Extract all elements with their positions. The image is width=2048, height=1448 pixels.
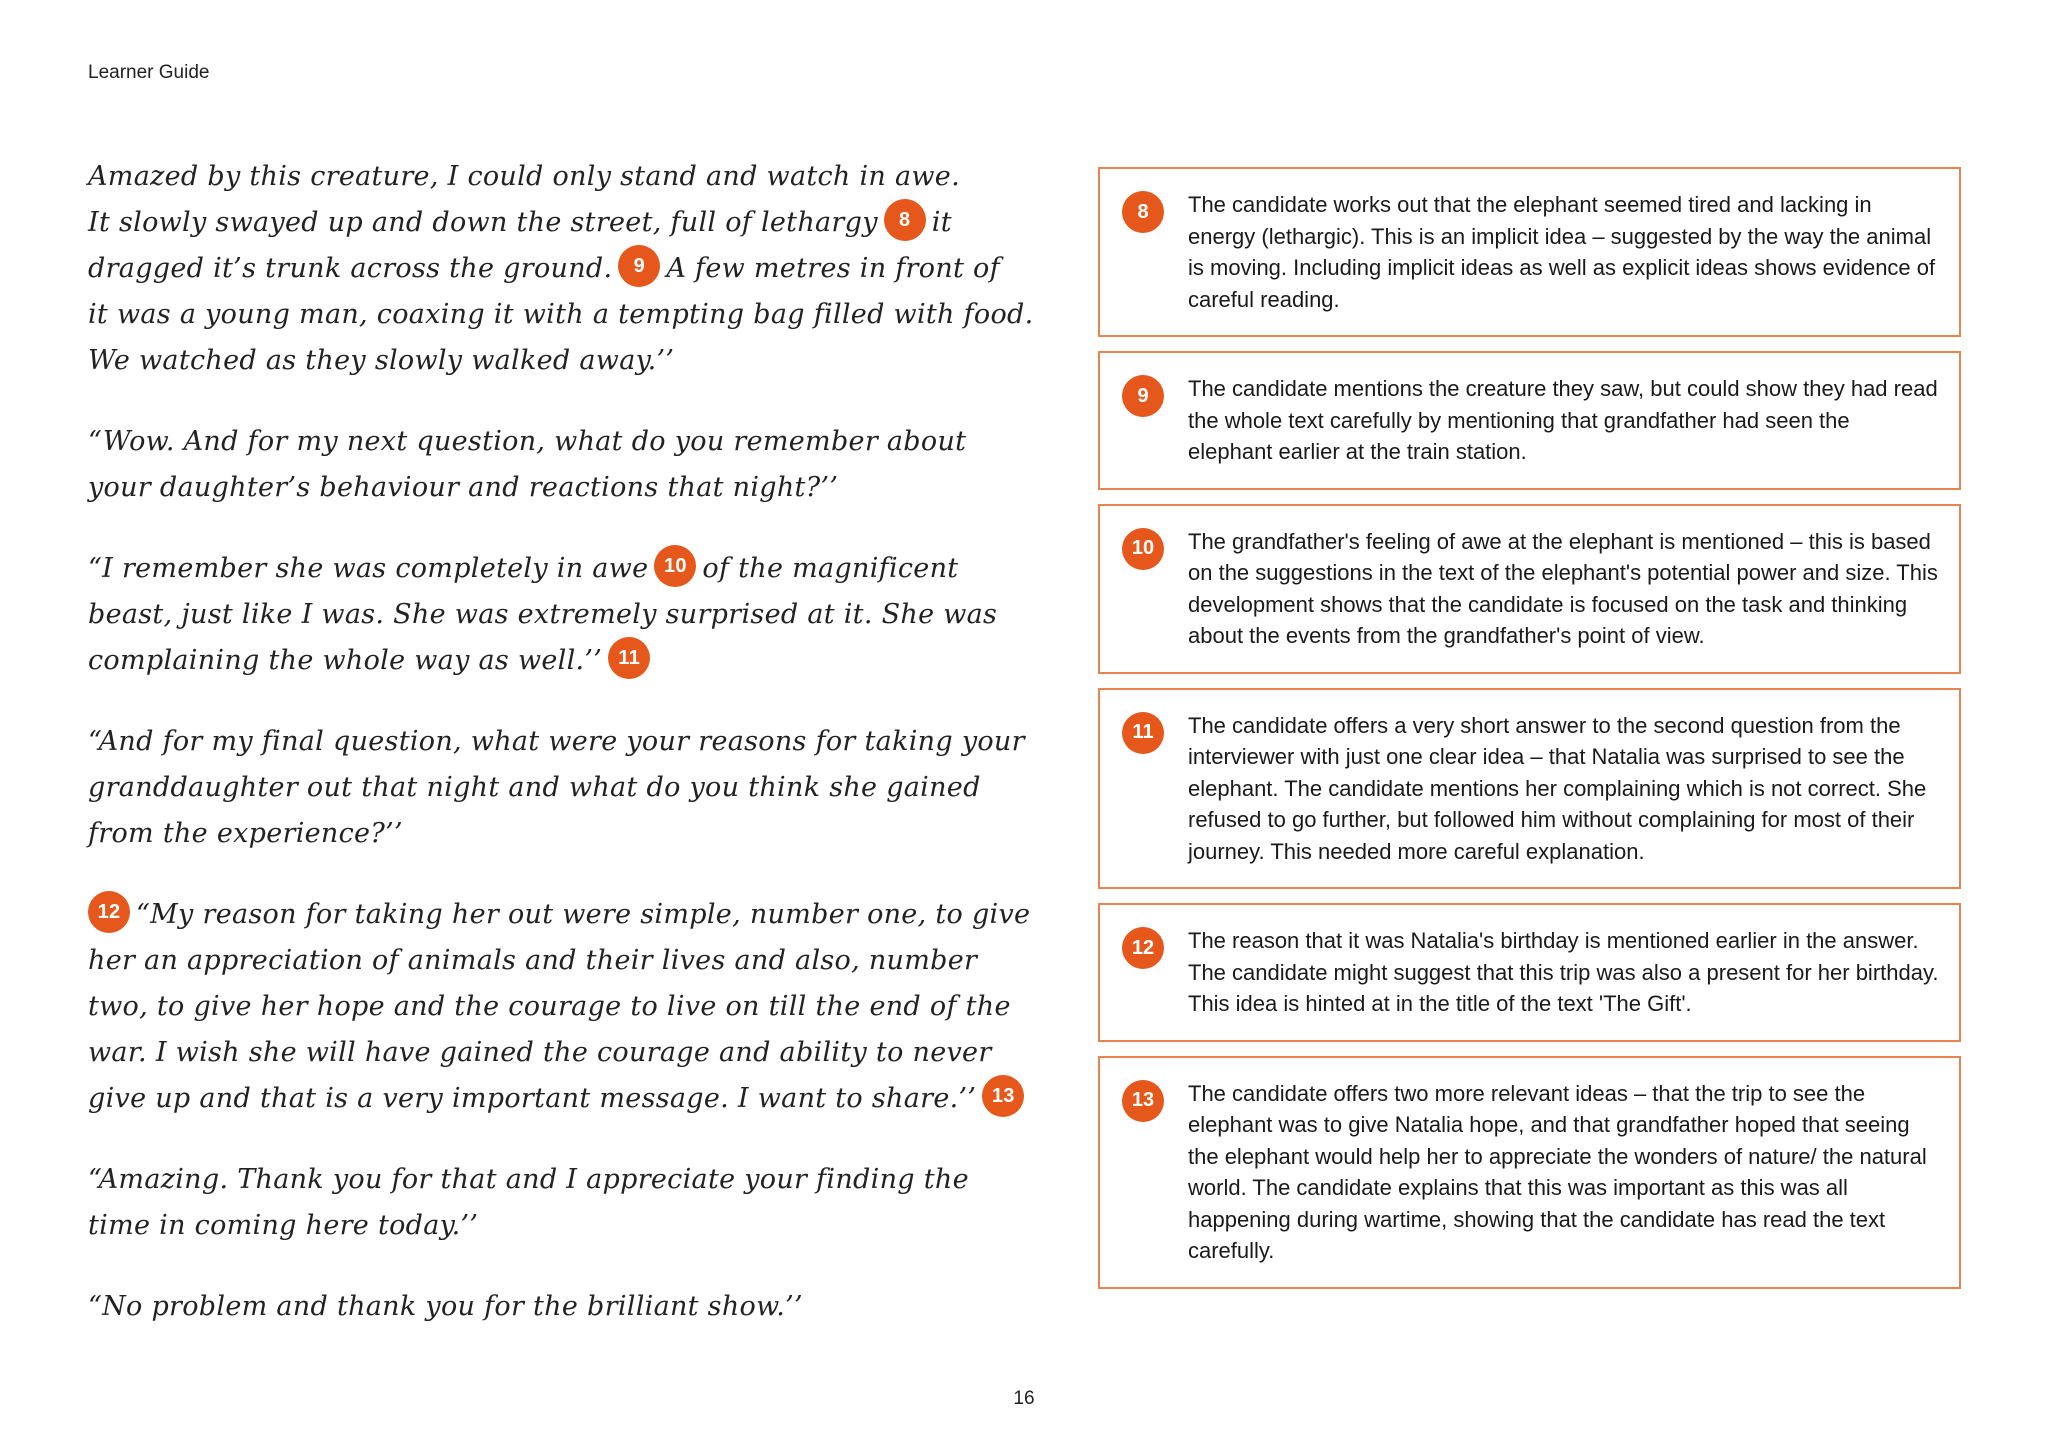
transcript-line [88, 938, 1048, 984]
transcript-line [88, 765, 1048, 811]
transcript-paragraph [88, 546, 1048, 684]
transcript-line [88, 546, 1048, 592]
transcript-text: time in coming here today.’’ [88, 1210, 479, 1241]
comment-box [1098, 903, 1961, 1042]
annotation-marker: 10 [654, 545, 696, 587]
transcript-line [88, 246, 1048, 292]
transcript-paragraph [88, 1157, 1048, 1249]
transcript-text: It slowly swayed up and down the street, full of lethargy [88, 207, 878, 238]
comment-box [1098, 688, 1961, 890]
transcript-text: “I remember she was completely in awe [88, 553, 649, 584]
transcript-paragraph [88, 892, 1048, 1122]
comment-box [1098, 504, 1961, 674]
examiner-comments [1098, 167, 1961, 1303]
comment-text: The grandfather's feeling of awe at the elephant is mentioned – this is based on the suggestions in the text of the elephant's potential power and size. This development shows that the candidate is focused on the task and thinking about the events from the grandfather's point of view. [1188, 528, 1938, 648]
transcript-text: give up and that is a very important message. I want to share.’’ [88, 1083, 977, 1114]
transcript-text: it [931, 207, 952, 238]
comment-text: The candidate offers a very short answer to the second question from the interviewer with just one clear idea – that Natalia was surprised to see the elephant. The candidate mentions her complaining which is not correct. She refused to go further, but followed him without complaining for most of their journey. This needed more careful explanation. [1188, 712, 1927, 864]
annotation-marker: 12 [88, 891, 130, 933]
comment-box [1098, 1056, 1961, 1289]
transcript-text: “Amazing. Thank you for that and I appreciate your finding the [88, 1164, 969, 1195]
transcript-text: of the magnificent [702, 553, 959, 584]
transcript-line [88, 638, 1048, 684]
comment-text: The candidate mentions the creature they saw, but could show they had read the whole text carefully by mentioning that grandfather had seen the elephant earlier at the train station. [1188, 376, 1938, 464]
transcript-text: We watched as they slowly walked away.’’ [88, 345, 675, 376]
running-header: Learner Guide [88, 62, 210, 83]
comment-number-badge: 12 [1122, 927, 1164, 969]
comment-text: The reason that it was Natalia's birthday is mentioned earlier in the answer. The candidate might suggest that this trip was also a present for her birthday. This idea is hinted at in the title of the text 'The Gift'. [1188, 928, 1939, 1016]
comment-box [1098, 167, 1961, 337]
annotation-marker: 9 [618, 245, 660, 287]
annotation-marker: 8 [884, 199, 926, 241]
comment-number-badge: 10 [1122, 528, 1164, 570]
transcript-text: two, to give her hope and the courage to live on till the end of the [88, 991, 1011, 1022]
annotation-marker: 13 [982, 1075, 1024, 1117]
transcript-text: “No problem and thank you for the brilliant show.’’ [88, 1291, 803, 1322]
transcript-line [88, 592, 1048, 638]
transcript-text: beast, just like I was. She was extremely surprised at it. She was [88, 599, 998, 630]
transcript-line [88, 811, 1048, 857]
transcript-text: war. I wish she will have gained the courage and ability to never [88, 1037, 992, 1068]
transcript-text: dragged it’s trunk across the ground. [88, 253, 613, 284]
transcript-line [88, 338, 1048, 384]
transcript-text: “My reason for taking her out were simple, number one, to give [136, 899, 1031, 930]
transcript-paragraph [88, 419, 1048, 511]
comment-text: The candidate offers two more relevant ideas – that the trip to see the elephant was to give Natalia hope, and that grandfather hoped that seeing the elephant would help her to appreciate the wonders of nature/ the natural world. The candidate explains that this was important as this was all happening during wartime, showing that the candidate has read the text carefully. [1188, 1080, 1927, 1263]
transcript-text: from the experience?’’ [88, 818, 403, 849]
comment-number-badge: 13 [1122, 1080, 1164, 1122]
transcript-text: it was a young man, coaxing it with a tempting bag filled with food. [88, 299, 1034, 330]
transcript-text: granddaughter out that night and what do you think she gained [88, 772, 981, 803]
page-number: 16 [1013, 1388, 1035, 1409]
annotation-marker: 11 [608, 637, 650, 679]
transcript-line [88, 154, 1048, 200]
transcript-paragraph [88, 1284, 1048, 1330]
comment-number-badge: 9 [1122, 375, 1164, 417]
comment-number-badge: 11 [1122, 712, 1164, 754]
transcript-text: her an appreciation of animals and their lives and also, number [88, 945, 978, 976]
transcript-line [88, 1157, 1048, 1203]
transcript-paragraph [88, 154, 1048, 384]
transcript-text: your daughter’s behaviour and reactions that night?’’ [88, 472, 839, 503]
transcript-text: complaining the whole way as well.’’ [88, 645, 603, 676]
transcript-line [88, 419, 1048, 465]
comment-text: The candidate works out that the elephant seemed tired and lacking in energy (lethargic). This is an implicit idea – suggested by the way the animal is moving. Including implicit ideas as well as explicit ideas shows evidence of careful reading. [1188, 192, 1936, 312]
transcript-line [88, 292, 1048, 338]
transcript-text: “Wow. And for my next question, what do you remember about [88, 426, 967, 457]
comment-number-badge: 8 [1122, 191, 1164, 233]
transcript-line [88, 719, 1048, 765]
transcript-line [88, 1076, 1048, 1122]
transcript-line [88, 1284, 1048, 1330]
comment-box [1098, 351, 1961, 490]
candidate-answer-transcript [88, 154, 1048, 1365]
transcript-line [88, 892, 1048, 938]
transcript-line [88, 465, 1048, 511]
transcript-text: A few metres in front of [666, 253, 1000, 284]
transcript-line [88, 1203, 1048, 1249]
transcript-text: “And for my final question, what were your reasons for taking your [88, 726, 1025, 757]
transcript-paragraph [88, 719, 1048, 857]
transcript-text: Amazed by this creature, I could only stand and watch in awe. [88, 161, 960, 192]
transcript-line [88, 200, 1048, 246]
transcript-line [88, 984, 1048, 1030]
transcript-line [88, 1030, 1048, 1076]
